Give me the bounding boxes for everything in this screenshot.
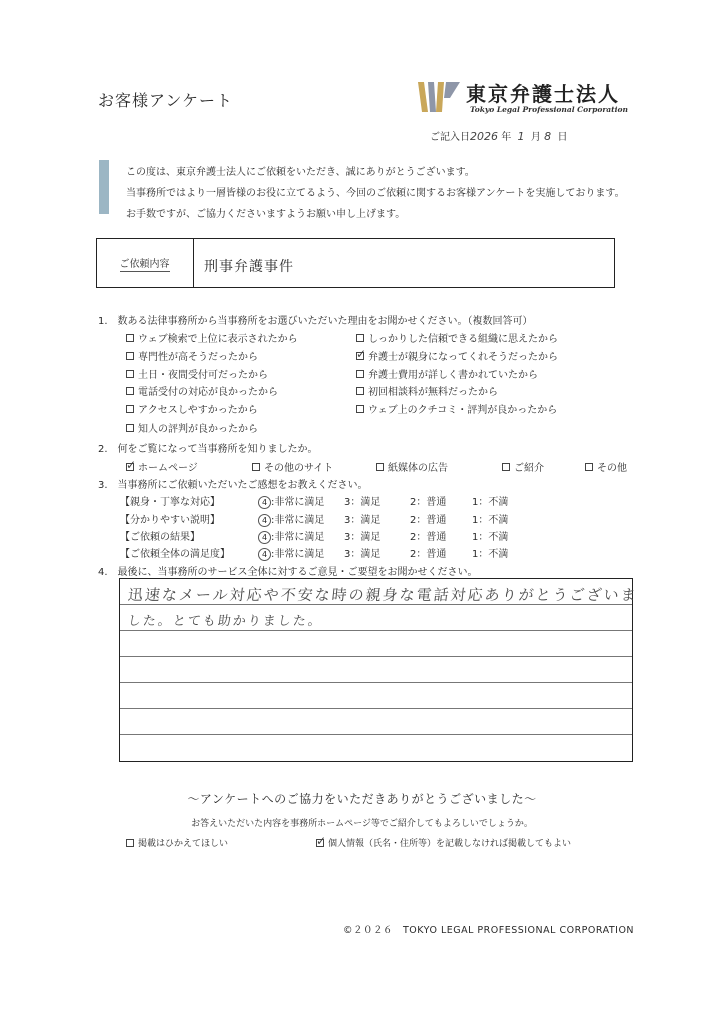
q1-option-web-search[interactable]: ウェブ検索で上位に表示されたから [126,330,298,345]
checkbox[interactable] [585,463,593,471]
firm-logo-mark [416,78,462,116]
comment-line-2: した。とても助かりました。 [127,614,324,629]
request-value[interactable]: 刑事弁護事件 [204,259,294,275]
publish-question: お答えいただいた内容を事務所ホームページ等でご紹介してもよろしいでしょうか。 [191,819,533,829]
q2-option-other-site[interactable]: その他のサイト [252,459,333,474]
checkbox[interactable] [252,463,260,471]
checkbox[interactable] [356,370,364,378]
q1-option-free-consult[interactable]: 初回相談料が無料だったから [356,383,498,398]
footer-copyright: ©２０２６ TOKYO LEGAL PROFESSIONAL CORPORATION [343,925,635,936]
rating-option-1[interactable]: 1：不満 [472,532,509,543]
q2-option-homepage[interactable]: ✓ ホームページ [126,459,198,474]
checkbox[interactable] [356,405,364,413]
intro-text [126,162,625,225]
rating-label: 【分かりやすい説明】 [120,515,220,526]
q1-option-weekend-night[interactable]: 土日・夜間受付可だったから [126,366,268,381]
date-label: ご記入日 [430,132,470,143]
q1-option-caring-lawyer[interactable]: ✓ 弁護士が親身になってくれそうだったから [356,348,558,363]
comment-rule [120,656,632,657]
checkbox[interactable] [126,370,134,378]
checkbox[interactable] [502,463,510,471]
checkbox[interactable] [126,424,134,432]
checkbox[interactable] [356,334,364,342]
rating-label: 【ご依頼の結果】 [120,532,200,543]
publish-option-decline[interactable]: 掲載はひかえてほしい [126,836,228,849]
date-day-unit: 日 [557,132,568,143]
rating-option-3[interactable]: 3：満足 [344,497,381,508]
checkbox-checked[interactable] [316,839,324,847]
date-day: 8 [544,130,552,143]
rating-option-2[interactable]: 2：普通 [410,515,447,526]
rating-option-4-selected[interactable]: 4 :非常に満足 [258,493,324,509]
firm-logo-subtitle: Tokyo Legal Professional Corporation [470,105,628,114]
entry-date [430,128,567,143]
intro-line-1: この度は、東京弁護士法人にご依頼をいただき、誠にありがとうございます。 [126,167,475,178]
q2-option-other[interactable]: その他 [585,459,627,474]
checkbox-checked[interactable] [126,463,134,471]
rating-option-2[interactable]: 2：普通 [410,532,447,543]
checkbox[interactable] [376,463,384,471]
thanks-message: ～アンケートへのご協力をいただきありがとうございました～ [187,792,537,806]
rating-label: 【親身・丁寧な対応】 [120,497,220,508]
checkbox[interactable] [126,352,134,360]
checkbox[interactable] [126,839,134,847]
rating-option-3[interactable]: 3：満足 [344,532,381,543]
comment-box[interactable] [119,578,639,762]
question-3: 3. 当事務所にご依頼いただいたご感想をお教えください。 [98,480,368,491]
q1-option-expertise[interactable]: 専門性が高そうだったから [126,348,258,363]
checkbox[interactable] [126,334,134,342]
q1-option-acquaintance[interactable]: 知人の評判が良かったから [126,420,258,435]
rating-option-4-selected[interactable]: 4 :非常に満足 [258,511,324,527]
comment-rule [120,682,632,683]
q2-option-print-ad[interactable]: 紙媒体の広告 [376,459,448,474]
survey-title: お客様アンケート [98,91,234,110]
checkbox[interactable] [126,405,134,413]
intro-accent-bar [99,160,109,214]
checkbox[interactable] [126,387,134,395]
rating-option-1[interactable]: 1：不満 [472,497,509,508]
question-4: 4. 最後に、当事務所のサービス全体に対するご意見・ご要望をお聞かせください。 [98,567,478,578]
checkbox[interactable] [356,387,364,395]
rating-option-4-selected[interactable]: 4 :非常に満足 [258,528,324,544]
question-2: 2. 何をご覧になって当事務所を知りましたか。 [98,444,318,455]
q1-option-reviews[interactable]: ウェブ上のクチコミ・評判が良かったから [356,401,557,416]
comment-rule [120,734,632,735]
intro-line-2: 当事務所ではより一層皆様のお役に立てるよう、今回のご依頼に関するお客様アンケートを実施しております。 [126,188,625,199]
date-year: 2026 [470,130,498,143]
q1-option-access[interactable]: アクセスしやすかったから [126,401,258,416]
comment-rule [120,708,632,709]
q2-option-referral[interactable]: ご紹介 [502,459,544,474]
q1-option-phone-reception[interactable]: 電話受付の対応が良かったから [126,383,278,398]
rating-option-4-selected[interactable]: 4 :非常に満足 [258,545,324,561]
date-month-unit: 月 [530,132,541,143]
comment-line-1: 迅速なメール対応や不安な時の親身な電話対応ありがとうございま [127,586,639,604]
rating-option-1[interactable]: 1：不満 [472,515,509,526]
rating-option-3[interactable]: 3：満足 [344,549,381,560]
rating-label: 【ご依頼全体の満足度】 [120,549,230,560]
date-month: 1 [517,130,525,143]
comment-rule [120,630,632,631]
rating-option-2[interactable]: 2：普通 [410,497,447,508]
rating-option-3[interactable]: 3：満足 [344,515,381,526]
q1-option-fee-details[interactable]: 弁護士費用が詳しく書かれていたから [356,366,538,381]
checkbox-checked[interactable] [356,352,364,360]
intro-line-3: お手数ですが、ご協力くださいますようお願い申し上げます。 [126,209,406,220]
request-label: ご依頼内容 [96,238,194,288]
q1-option-trustworthy[interactable]: しっかりした信頼できる組織に思えたから [356,330,558,345]
date-year-unit: 年 [501,132,512,143]
rating-option-2[interactable]: 2：普通 [410,549,447,560]
question-1: 1. 数ある法律事務所から当事務所をお選びいただいた理由をお聞かせください。（複数回答可） [98,316,533,327]
rating-option-1[interactable]: 1：不満 [472,549,509,560]
publish-option-allow-anonymous[interactable]: ✓ 個人情報（氏名・住所等）を記載しなければ掲載してもよい [316,836,571,849]
firm-logo-name: 東京弁護士法人 [466,82,620,106]
